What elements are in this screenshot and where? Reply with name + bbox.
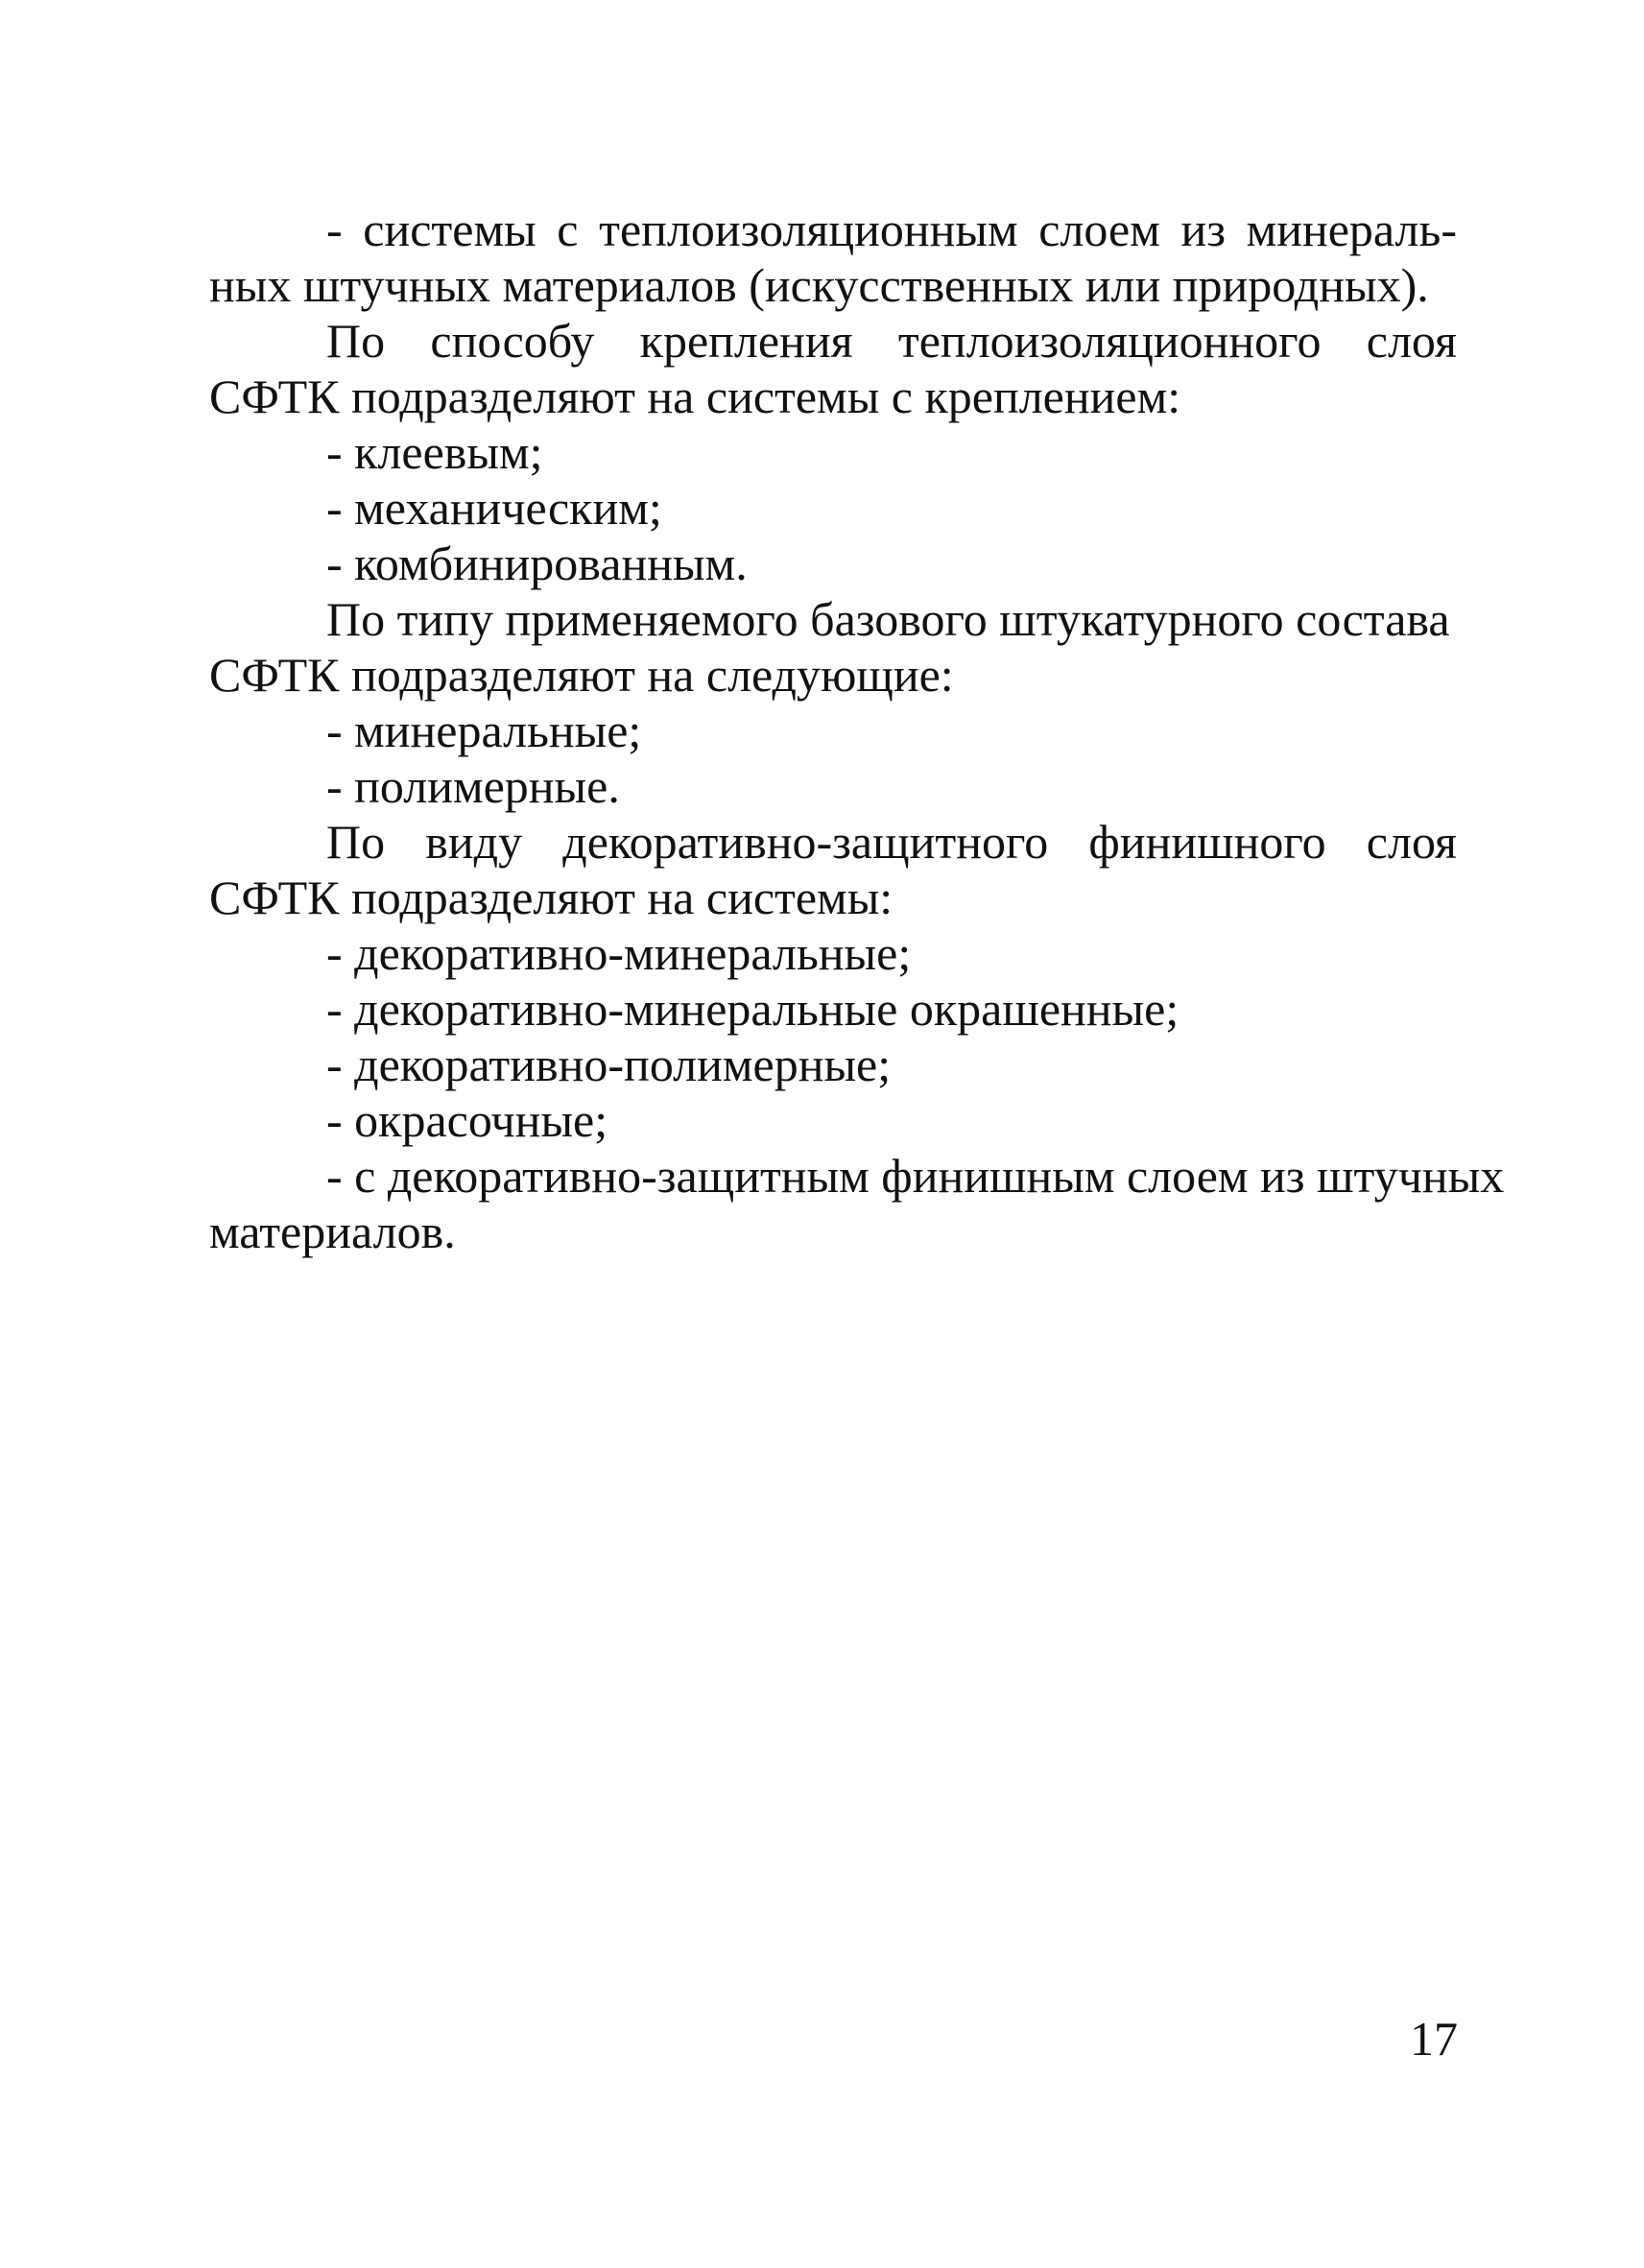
word: слоя xyxy=(1366,815,1457,869)
page-number: 17 xyxy=(1410,2012,1458,2065)
text-line: - комбинированным. xyxy=(326,537,748,590)
text-line: - с декоративно-защитным финишным слоем из штучных xyxy=(326,1149,1505,1203)
word: крепления xyxy=(639,314,853,368)
text-line: - окрасочные; xyxy=(326,1093,608,1147)
text-line: СФТК подразделяют на системы: xyxy=(209,871,893,924)
text-line xyxy=(209,814,1457,870)
word: из xyxy=(1180,203,1226,256)
word: - xyxy=(326,203,343,256)
text-line: - клеевым; xyxy=(326,425,543,479)
word: минераль- xyxy=(1246,203,1457,256)
text-line: СФТК подразделяют на следующие: xyxy=(209,648,954,702)
text-line: - декоративно-минеральные окрашенные; xyxy=(326,982,1179,1036)
body-text xyxy=(209,202,1505,1259)
word: слоя xyxy=(1366,314,1457,368)
word: способу xyxy=(430,314,595,368)
text-line xyxy=(209,313,1457,369)
text-line: - механическим; xyxy=(326,481,662,535)
text-line: материалов. xyxy=(209,1205,456,1258)
text-line: - декоративно-минеральные; xyxy=(326,926,912,980)
text-line: - полимерные. xyxy=(326,759,620,813)
text-line: - декоративно-полимерные; xyxy=(326,1038,892,1091)
word: теплоизоляционным xyxy=(599,203,1018,256)
word: теплоизоляционного xyxy=(897,314,1322,368)
text-line: СФТК подразделяют на системы с креплением: xyxy=(209,370,1181,423)
word: слоем xyxy=(1038,203,1160,256)
word: По xyxy=(326,314,386,368)
text-line: ных штучных материалов (искусственных или природных). xyxy=(209,258,1429,312)
text-line: - минеральные; xyxy=(326,704,642,757)
word: системы xyxy=(363,203,536,256)
word: с xyxy=(557,203,579,256)
word: финишного xyxy=(1088,815,1326,869)
text-line: По типу применяемого базового штукатурного состава xyxy=(326,592,1450,646)
text-line xyxy=(209,202,1457,257)
word: декоративно-защитного xyxy=(562,815,1049,869)
word: виду xyxy=(425,815,523,869)
word: По xyxy=(326,815,386,869)
